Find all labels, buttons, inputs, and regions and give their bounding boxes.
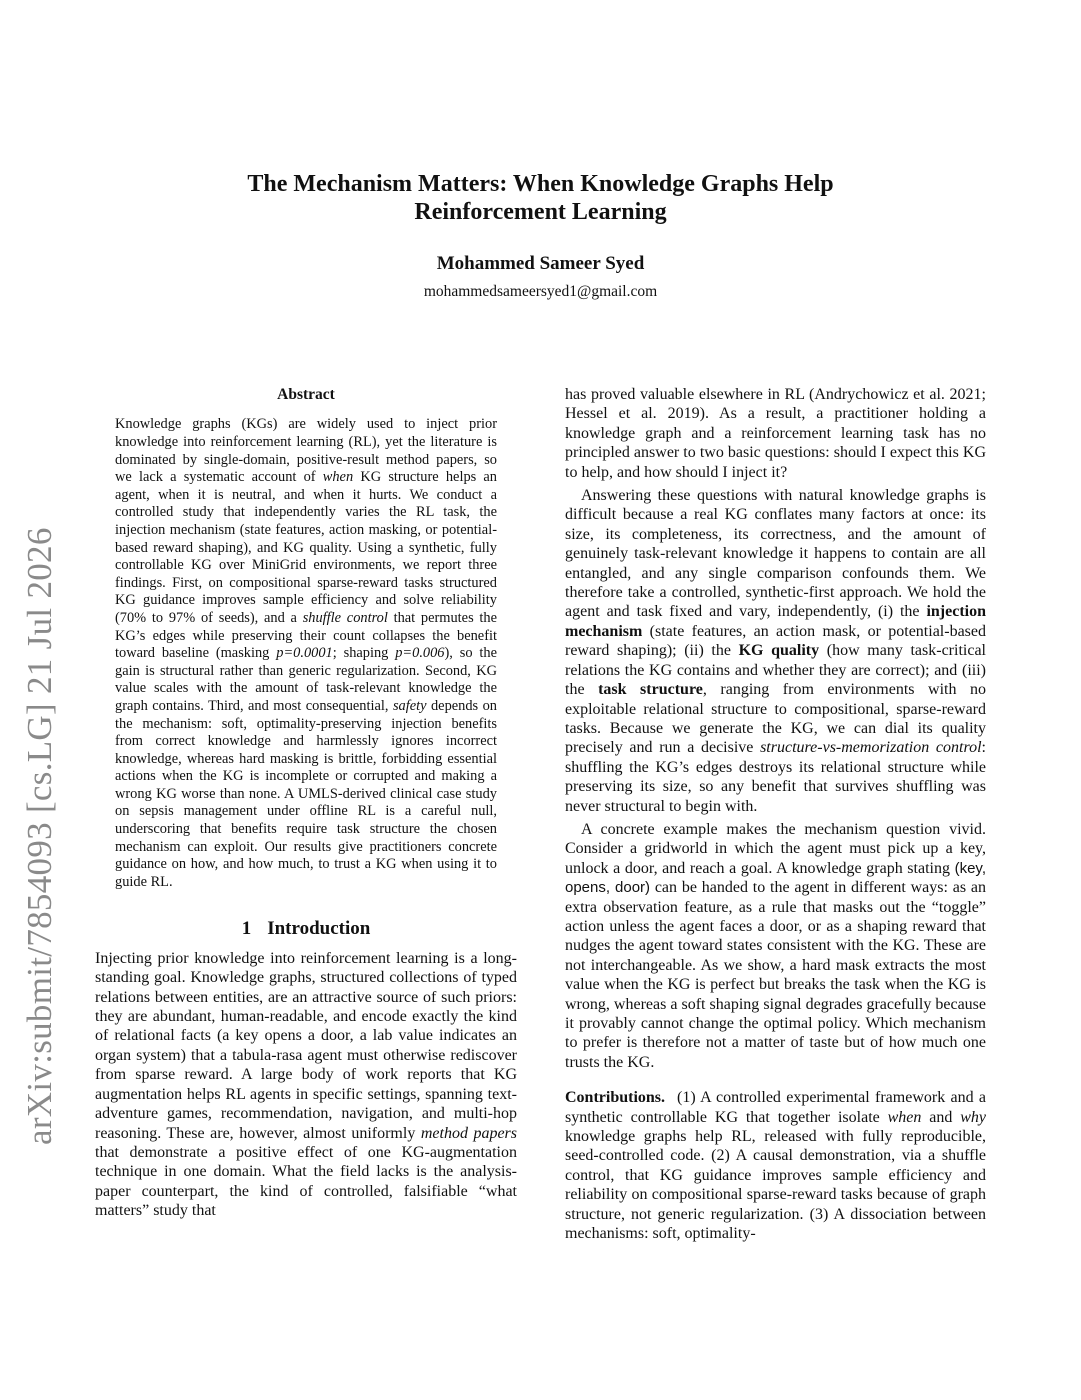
- arxiv-side-stamp: arXiv:submit/7854093 [cs.LG] 21 Jul 2026: [20, 527, 59, 1145]
- paper-title: [0, 170, 1081, 226]
- intro-text: : shuffling the KG’s edges destroys its relational structure while preserving its size, so any benefit that survives shuffling was never structural to begin with.: [565, 739, 986, 815]
- abstract-part: KG structure helps an agent, when it is neutral, and when it hurts. We conduct a controlled study that independently varies the RL task, the injection mechanism (state features, action masking, or potential-based reward shaping), and KG quality. Using a synthetic, fully controllable KG over MiniGrid environments, we report three findings. First, on compositional sparse-reward tasks structured KG guidance improves sample efficiency and solve reliability (70% to 97% of seeds), and a: [115, 469, 498, 626]
- abstract-math: p=0.006: [395, 645, 445, 662]
- intro-text: A concrete example makes the mechanism question vivid. Consider a gridworld in which the agent must pick up a key, unlock a door, and reach a goal. A knowledge graph stating: [565, 820, 986, 877]
- contributions-text: (1) A controlled experimental framework and a synthetic controllable KG that together isolate: [565, 1089, 986, 1126]
- section-title: Introduction: [267, 918, 371, 940]
- intro-paragraph-1-end: [565, 385, 986, 482]
- contributions-emphasis: when: [887, 1108, 922, 1126]
- abstract-emphasis: shuffle control: [302, 609, 388, 626]
- title-line-1: The Mechanism Matters: When Knowledge Graphs Help: [247, 171, 834, 197]
- left-column: [95, 385, 517, 1221]
- paper-header: [0, 170, 1081, 301]
- right-column: [565, 385, 986, 1243]
- intro-text: can be handed to the agent in different ways: as an extra observation feature, as a rule that masks out the “toggle” action unless the agent faces a door, or as a shaping reward that nudges the agent toward states consistent with the KG. These are not interchangeable. As we show, a hard mask extracts the most value when the KG is perfect but breaks the task when the KG is wrong, whereas a soft shaping signal degrades gracefully because it provably cannot change the optimal policy. Which mechanism to prefer is therefore not a matter of taste but of how much one trusts the KG.: [565, 879, 986, 1071]
- intro-text: (how many task-critical relations the KG contains and whether they are correct); and (iii) the: [565, 642, 986, 699]
- author-email: mohammedsameersyed1@gmail.com: [423, 283, 658, 300]
- intro-text: Injecting prior knowledge into reinforcement learning is a long-standing goal. Knowledge graphs, structured collections of typed relations between entities, are an attractive source of such priors: they are abundant, human-readable, and encode exactly the kind of relational facts (a key opens a door, a lab value indicates an organ system) that a tabula-rasa agent must otherwise rediscover from sparse reward. A large body of work reports that KG augmentation helps RL agents in specific settings, spanning text-adventure games, recommendation, navigation, and multi-hop reasoning. These are, however, almost uniformly: [95, 949, 517, 1142]
- abstract-part: ), so the gain is structural rather than generic regularization. Second, KG value scales with the amount of task-relevant knowledge the graph contains. Third, and most consequential,: [115, 645, 497, 714]
- abstract-heading: Abstract: [277, 386, 335, 403]
- intro-paragraph-2: [565, 486, 986, 816]
- section-heading-introduction: [95, 919, 517, 938]
- intro-bold: KG quality: [738, 642, 820, 660]
- author-name: Mohammed Sameer Syed: [436, 253, 645, 274]
- abstract-part: that permutes the KG’s edges while preserving their count collapses the benefit toward baseline (masking: [115, 609, 497, 662]
- abstract-text: [115, 416, 497, 891]
- contributions-text: knowledge graphs help RL, released with fully reproducible, seed-controlled code. (2) A causal demonstration, via a shuffle control, that KG guidance improves sample efficiency and reliability on compositional sparse-reward tasks because of graph structure, not generic regularization. (3) A dissociation between mechanisms: soft, optimality-: [565, 1128, 986, 1243]
- kg-triple: (key, opens, door): [565, 859, 986, 897]
- contributions-text: and: [921, 1108, 961, 1126]
- intro-emphasis: method papers: [420, 1124, 518, 1142]
- intro-text: has proved valuable elsewhere in RL (Andrychowicz et al. 2021; Hessel et al. 2019). As a result, a practitioner holding a knowledge graph and a reinforcement learning task has no principled answer to two basic questions: should I expect this KG to help, and how should I inject it?: [565, 386, 986, 481]
- contributions-paragraph: [565, 1088, 986, 1243]
- intro-emphasis: structure-vs-memorization control: [760, 739, 982, 757]
- contributions-lead: Contributions.: [565, 1089, 666, 1107]
- intro-text: Answering these questions with natural knowledge graphs is difficult because a real KG conflates many factors at once: its size, its completeness, its correctness, and the amount of genuinely task-relevant knowledge it happens to contain are all entangled, and any single comparison confounds them. We therefore take a controlled, synthetic-first approach. We hold the agent and task fixed and vary, independently, (i) the: [565, 487, 986, 621]
- abstract-part: ; shaping: [332, 645, 396, 662]
- section-number: 1: [241, 918, 252, 940]
- intro-bold: task structure: [598, 681, 703, 699]
- abstract-emphasis: safety: [392, 697, 427, 714]
- intro-bold: injection mechanism: [565, 603, 986, 640]
- intro-paragraph-3: [565, 820, 986, 1072]
- title-line-2: Reinforcement Learning: [414, 199, 667, 225]
- abstract-part: Knowledge graphs (KGs) are widely used to inject prior knowledge into reinforcement learning (RL), yet the literature is dominated by single-domain, positive-result method papers, so we lack a systematic account of: [115, 416, 497, 486]
- intro-text: , ranging from environments with no exploitable relational structure to compositional, sparse-reward tasks. Because we generate the KG, we can dial its quality precisely and run a decisive: [565, 681, 987, 757]
- intro-text: (state features, an action mask, or potential-based reward shaping); (ii) the: [565, 622, 986, 660]
- contributions-emphasis: why: [960, 1108, 987, 1126]
- intro-text: that demonstrate a positive effect of one KG-augmentation technique in one domain. What the field lacks is the analysis-paper counterpart, the kind of controlled, falsifiable “what matters” study that: [95, 1143, 517, 1220]
- abstract-part: depends on the mechanism: soft, optimality-preserving injection benefits from correct knowledge and harmlessly ignores incorrect knowledge, whereas hard masking is brittle, forbidding essential actions when the KG is incomplete or corrupted and making a wrong KG worse than none. A UMLS-derived clinical case study on sepsis management under offline RL is a careful null, underscoring that benefits require task structure the chosen mechanism can exploit. Our results give practitioners concrete guidance on how, and how much, to trust a KG when using it to guide RL.: [115, 697, 497, 890]
- intro-paragraph-1-start: [95, 949, 517, 1221]
- abstract-math: p=0.0001: [276, 645, 333, 662]
- abstract-emphasis: when: [322, 469, 354, 486]
